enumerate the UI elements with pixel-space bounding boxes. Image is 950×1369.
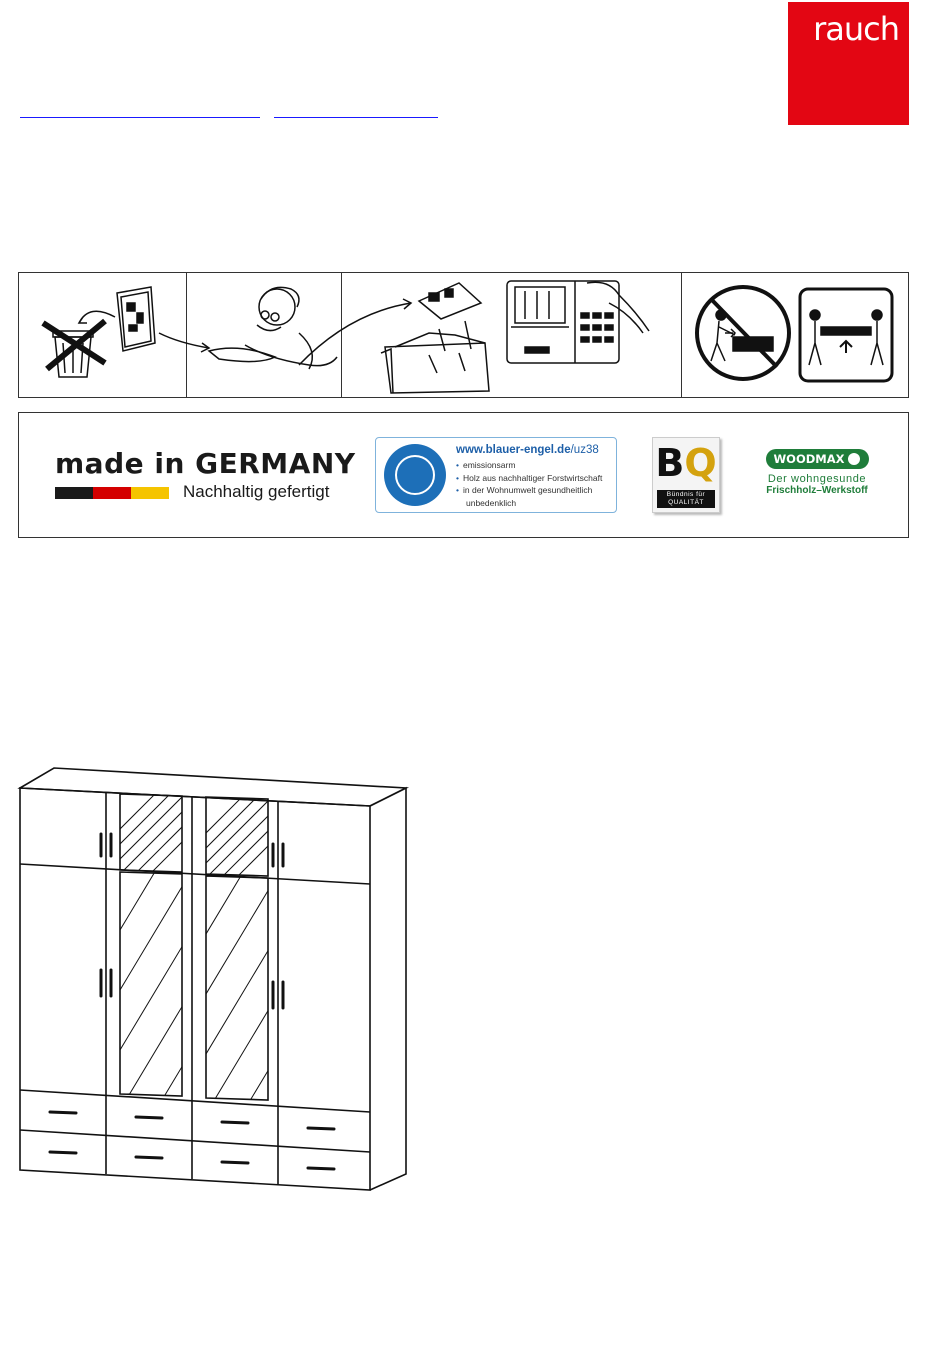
wardrobe-side bbox=[370, 788, 406, 1190]
arrow-to-trash bbox=[79, 311, 115, 323]
link-1[interactable] bbox=[20, 99, 260, 118]
wardrobe-top bbox=[20, 768, 406, 806]
booklet-icon bbox=[117, 287, 155, 351]
criteria-item: • emissionsarm bbox=[456, 459, 612, 472]
blauer-engel-label bbox=[375, 437, 617, 513]
bq-quality-logo bbox=[652, 437, 720, 513]
no-drag-icon bbox=[697, 287, 789, 379]
blauer-engel-url: www.blauer-engel.de/uz38 bbox=[456, 444, 599, 456]
person-reading-icon bbox=[209, 287, 337, 369]
instruction-pictogram-panel bbox=[18, 272, 909, 398]
bq-footer: Bündnis für QUALITÄT bbox=[657, 490, 715, 508]
brand-name: rauch bbox=[813, 10, 899, 48]
arrow-head bbox=[79, 317, 87, 323]
woodmax-tagline: Der wohngesunde bbox=[767, 473, 867, 485]
woodmax-logo bbox=[757, 449, 877, 505]
criteria-item: • in der Wohnumwelt gesundheitlich bbox=[456, 484, 612, 497]
made-in-germany-logo bbox=[55, 447, 365, 517]
instruction-pictograms bbox=[19, 273, 908, 397]
criteria-item: unbedenklich bbox=[466, 497, 517, 508]
german-flag-stripe bbox=[55, 486, 171, 498]
made-in-germany-subtitle: Nachhaltig gefertigt bbox=[183, 482, 330, 501]
woodmax-material: Frischholz–Werkstoff bbox=[766, 485, 868, 496]
blauer-engel-seal-icon bbox=[384, 444, 446, 506]
made-in-germany-title: made in GERMANY bbox=[55, 447, 356, 480]
trash-can-icon bbox=[43, 321, 105, 377]
blauer-engel-criteria bbox=[456, 459, 612, 509]
criteria-item: • Holz aus nachhaltiger Forstwirtschaft bbox=[456, 472, 612, 485]
certification-panel bbox=[18, 412, 909, 538]
rauch-logo bbox=[788, 2, 909, 125]
arrow-to-folder bbox=[299, 303, 411, 365]
link-2[interactable] bbox=[274, 99, 438, 118]
bq-mark: BQ bbox=[655, 441, 717, 485]
woodmax-badge: WOODMAX bbox=[766, 449, 869, 469]
wardrobe-drawing bbox=[14, 760, 414, 1200]
instruction-sheet-icon bbox=[507, 281, 649, 363]
document-folder-icon bbox=[381, 283, 489, 393]
lift-furniture-icon bbox=[800, 289, 892, 381]
arrow-to-reader bbox=[159, 333, 209, 348]
